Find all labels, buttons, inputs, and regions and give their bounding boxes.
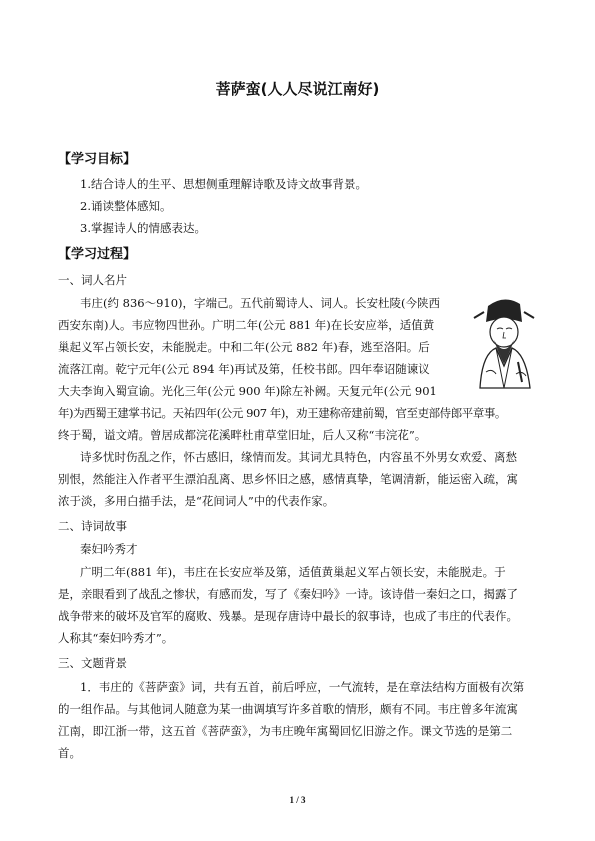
poet-bio-line: 巢起义军占领长安，未能脱走。中和二年(公元 882 年)春，逃至洛阳。后 bbox=[58, 340, 430, 354]
poet-bio-line: 流落江南。乾宁元年(公元 894 年)再试及第，任校书郎。四年奉诏随谏议 bbox=[58, 362, 430, 376]
story-line: 人称其“秦妇吟秀才”。 bbox=[58, 631, 174, 645]
poet-bio-line: 诗多忧时伤乱之作，怀古感旧，缘情而发。其词尤具特色，内容虽不外男女欢爱、离愁 bbox=[80, 450, 517, 464]
story-line: 广明二年(881 年)，韦庄在长安应举及第，适值黄巢起义军占领长安，未能脱走。于 bbox=[80, 565, 506, 579]
background-line: 江南，即江浙一带，这五首《菩萨蛮》，为韦庄晚年寓蜀回忆旧游之作。课文节选的是第二 bbox=[58, 724, 513, 738]
poet-bio-line: 别恨，然能注入作者平生漂泊乱离、思乡怀旧之感，感情真挚，笔调清新，能运密入疏，寓 bbox=[58, 472, 518, 486]
background-line: 首。 bbox=[58, 746, 81, 760]
goal-item: 1.结合诗人的生平、思想侧重理解诗歌及诗文故事背景。 bbox=[80, 177, 367, 191]
section-heading-poet-card: 一、词人名片 bbox=[58, 273, 127, 287]
process-heading: 【学习过程】 bbox=[58, 247, 137, 262]
poet-bio-line: 韦庄(约 836～910)，字端己。五代前蜀诗人、词人。长安杜陵(今陕西 bbox=[80, 296, 441, 310]
scholar-portrait-icon bbox=[466, 292, 542, 390]
poet-bio-line: 终于蜀，谥文靖。曾居成都浣花溪畔杜甫草堂旧址，后人又称“韦浣花”。 bbox=[58, 428, 427, 442]
story-line: 是，亲眼看到了战乱之惨状，有感而发，写了《秦妇吟》一诗。该诗借一秦妇之口，揭露了 bbox=[58, 587, 518, 601]
page-title: 菩萨蛮(人人尽说江南好) bbox=[215, 80, 380, 98]
poet-bio-line: 西安东南)人。韦应物四世孙。广明二年(公元 881 年)在长安应举，适值黄 bbox=[58, 318, 435, 332]
goal-item: 3.掌握诗人的情感表达。 bbox=[80, 221, 206, 235]
goal-item: 2.诵读整体感知。 bbox=[80, 199, 172, 213]
poet-bio-line: 年)为西蜀王建掌书记。天祐四年(公元 907 年)，劝王建称帝建前蜀，官至吏部侍郎平章事。 bbox=[58, 406, 506, 420]
poet-bio-line: 浓于淡，多用白描手法，是“花间词人”中的代表作家。 bbox=[58, 494, 335, 508]
story-subheading: 秦妇吟秀才 bbox=[80, 542, 138, 556]
section-heading-background: 三、文题背景 bbox=[58, 656, 127, 670]
background-line: 1．韦庄的《菩萨蛮》词，共有五首，前后呼应，一气流转，是在章法结构方面极有次第 bbox=[80, 680, 525, 694]
story-line: 战争带来的破坏及官军的腐败、残暴。是现存唐诗中最长的叙事诗，也成了韦庄的代表作。 bbox=[58, 609, 518, 623]
page-number: 1 / 3 bbox=[289, 795, 306, 805]
section-heading-poem-story: 二、诗词故事 bbox=[58, 519, 127, 533]
poet-bio-line: 大夫李询入蜀宣谕。光化三年(公元 900 年)除左补阙。天复元年(公元 901 bbox=[58, 384, 437, 398]
background-line: 的一组作品。与其他词人随意为某一曲调填写许多首歌的情形，颇有不同。韦庄曾多年流寓 bbox=[58, 702, 518, 716]
goals-heading: 【学习目标】 bbox=[58, 152, 137, 167]
